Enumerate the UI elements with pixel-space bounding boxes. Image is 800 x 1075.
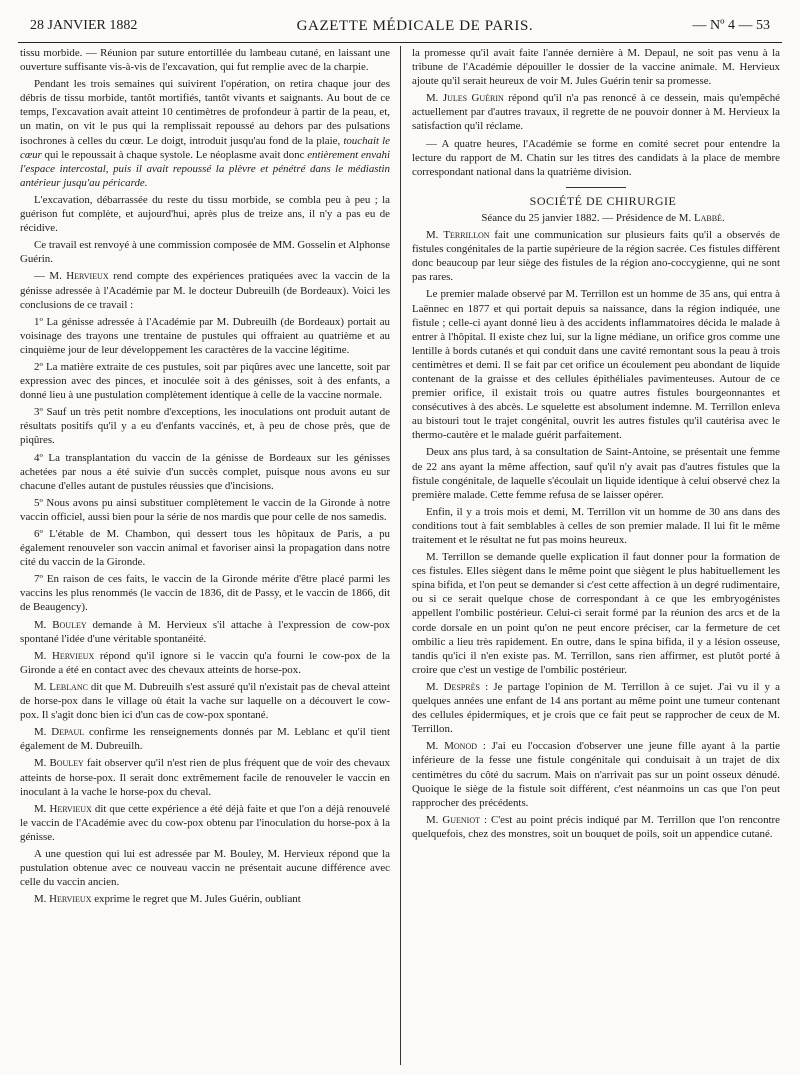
paragraph: la promesse qu'il avait faite l'année dernière à M. Depaul, ne soit pas venu à la tribune de l'Académie dépouiller le dossier de la vaccine animale. M. Hervieux ajoute qu'il serait heureux de voir M. Jules Guérin tenir sa promesse. <box>412 47 780 88</box>
paragraph: L'excavation, débarrassée du reste du tissu morbide, se combla peu à peu ; la guérison fut complète, et aujourd'hui, après plus de treize ans, il n'y a pas eu de récidive. <box>20 193 390 235</box>
discussion-paragraph: M. Leblanc dit que M. Dubreuilh s'est assuré qu'il n'existait pas de cheval atteint de horse-pox dans le village où était la vache sur laquelle on a découvert le cow-pox. Il s'agit donc bien ici d'un cas de cow-pox spontané. <box>20 680 390 722</box>
paragraph: tissu morbide. — Réunion par suture entortillée du lambeau cutané, en laissant une ouverture suffisante vis-à-vis de l'excavation, qui fut remplie avec de la charpie. <box>20 47 390 74</box>
conclusion-item: 6º L'étable de M. Chambon, qui dessert tous les hôpitaux de Paris, a pu également renouveler son vaccin animal et favoriser ainsi la propagation dans notre cité du vaccin de la Gironde. <box>20 528 390 569</box>
journal-title: GAZETTE MÉDICALE DE PARIS. <box>296 17 534 34</box>
discussion-paragraph: A une question qui lui est adressée par M. Bouley, M. Hervieux répond que la pustulation obtenue avec ce nouveau vaccin ne présentait aucune différence avec celle du vaccin ancien. <box>20 847 390 889</box>
paragraph: — A quatre heures, l'Académie se forme en comité secret pour entendre la lecture du rapport de M. Chatin sur les titres des candidats à la place de membre correspondant national dans la quatrième division. <box>412 137 780 178</box>
paragraph: Deux ans plus tard, à sa consultation de Saint-Antoine, se présentait une femme de 22 ans ayant la même affection, sauf qu'il n'y avait pas d'autres fistules que la fistule congénitale, de laquelle s'écoulait un liquide identique à celui observé chez la première malade. Cette femme refusa de se laisser opérer. <box>412 446 780 501</box>
paragraph: M. Jules Guérin répond qu'il n'a pas renoncé à ce dessein, mais qu'empêché actuellement par d'autres travaux, il regrette de ne pouvoir donner à M. Hervieux la satisfaction qu'il réclame. <box>412 92 780 133</box>
section-rule <box>566 187 626 188</box>
conclusion-item: 7º En raison de ces faits, le vaccin de la Gironde mérite d'être placé parmi les vaccins les plus renommés (le vaccin de 1836, dit de Passy, et le vaccin de 1866, dit de Beaugency). <box>20 573 390 614</box>
left-column <box>20 46 390 1061</box>
discussion-paragraph: M. Depaul confirme les renseignements donnés par M. Leblanc et qu'il tient également de M. Dubreuilh. <box>20 726 390 753</box>
paragraph: M. Desprès : Je partage l'opinion de M. Terrillon à ce sujet. J'ai vu il y a quelques années une enfant de 14 ans portant au même point une tumeur contenant des cellules épidermiques, et je crois que ce fait peut se rapprocher de ceux de M. Terrillon. <box>412 680 780 736</box>
paragraph: M. Gueniot : C'est au point précis indiqué par M. Terrillon que l'on rencontre quelquefois, chez des monstres, soit un bouquet de poils, soit un appendice cutané. <box>412 813 780 840</box>
discussion-paragraph: M. Bouley fait observer qu'il n'est rien de plus fréquent que de voir des chevaux atteints de horse-pox. Il serait donc extrêmement facile de renouveler le vaccin en inoculant à la vache le horse-pox du cheval. <box>20 757 390 798</box>
running-head <box>30 14 770 38</box>
section-title: SOCIÉTÉ DE CHIRURGIE <box>529 193 677 208</box>
conclusion-item: 3º Sauf un très petit nombre d'exceptions, les inoculations ont produit autant de résultats positifs qu'il y a eu d'enfants vaccinés, et, à peu de chose près, que de piqûres. <box>20 406 390 447</box>
conclusion-item: 1º La génisse adressée à l'Académie par M. Dubreuilh (de Bordeaux) portait au voisinage des trayons une trentaine de pustules qui offraient au quatrième et au cinquième jour de leur développement les caractères de la vaccine légitime. <box>20 315 390 356</box>
conclusion-item: 2º La matière extraite de ces pustules, soit par piqûres avec une lancette, soit par expression avec des pinces, et inoculée soit à des génisses, soit à des enfants, a donné lieu à une pustulation complètement identique à celle de la vaccine normale. <box>20 360 390 402</box>
column-divider <box>400 46 401 1065</box>
issue-date: 28 JANVIER 1882 <box>30 18 138 33</box>
right-column <box>412 46 780 1061</box>
section-subtitle: Séance du 25 janvier 1882. — Présidence de M. Labbé. <box>481 211 725 224</box>
conclusion-item: 5º Nous avons pu ainsi substituer complètement le vaccin de la Gironde à notre vaccin officiel, aussi bien pour la série de nos mardis que pour celle de nos samedis. <box>20 496 390 523</box>
paragraph: Ce travail est renvoyé à une commission composée de MM. Gosselin et Alphonse Guérin. <box>20 239 390 266</box>
paragraph: Pendant les trois semaines qui suivirent l'opération, on retira chaque jour des débris de tissu morbide, tantôt mortifiés, tantôt vivants et saignants. Au bout de ce temps, l'excavation avait atteint 10 centimètres de profondeur à partir de la peau, et, un matin, on vit le pus qui la remplissait repoussé au dehors par des pulsations isochrones à celles du cœur. Le doigt, introduit jusqu'au fond de la plaie, touchait le cœur qui le repoussait à chaque systole. Le néoplasme avait donc entièrement envahi l'espace intercostal, puis il avait repoussé la plèvre et pénétré dans le médiastin antérieur jusqu'au péricarde. <box>20 78 390 189</box>
discussion-paragraph: M. Bouley demande à M. Hervieux s'il attache à l'expression de cow-pox spontané l'idée d'une véritable spontanéité. <box>20 618 390 645</box>
discussion-paragraph: M. Hervieux dit que cette expérience a été déjà faite et que l'on a déjà renouvelé le vaccin de l'Académie avec du cow-pox obtenu par l'inoculation du horse-pox à la génisse. <box>20 802 390 843</box>
discussion-paragraph: M. Hervieux répond qu'il ignore si le vaccin qu'a fourni le cow-pox de la Gironde a été en contact avec des chevaux atteints de horse-pox. <box>20 649 390 676</box>
paragraph: — M. Hervieux rend compte des expériences pratiquées avec la vaccin de la génisse adressée à l'Académie par M. le docteur Dubreuilh (de Bordeaux). Voici les conclusions de ce travail : <box>20 270 390 311</box>
page-number: — Nº 4 — 53 <box>692 18 770 33</box>
paragraph: M. Terrillon se demande quelle explication il faut donner pour la formation de ces fistules. Elles siègent dans le même point que siègent le plus habituellement les spina bifida, et l'on peut se demander si c'est cette affection à un degré rudimentaire, ou si ce serait quelque chose de correspondant à ce que les embryogénistes appellent l'ombilic postérieur. Celui-ci serait formé par la réunion des arcs et de la corde dorsale en un point qu'on ne peut encore préciser, car la fermeture de cet ombilic a lieu très rapidement. En outre, dans le spina bifida, il y a lésion osseuse, tandis qu'ici il n'en existe pas. M. Terrillon, sans rien affirmer, est plutôt porté à croire que c'est un vestige de l'ombilic postérieur. <box>412 551 780 676</box>
conclusion-item: 4º La transplantation du vaccin de la génisse de Bordeaux sur les génisses achetées par nous a été suivie d'un succès complet, puisque nous avons eu sur chacune d'elles autant de pustules réussies que d'incisions. <box>20 451 390 492</box>
discussion-paragraph: M. Hervieux exprime le regret que M. Jules Guérin, oubliant <box>34 893 301 906</box>
header-rule <box>18 42 782 43</box>
paragraph: Enfin, il y a trois mois et demi, M. Terrillon vit un homme de 30 ans dans des conditions tout à fait semblables à celles de son premier malade. Il lui fit le même traitement et le résultat ne fut pas moins heureux. <box>412 505 780 546</box>
paragraph: Le premier malade observé par M. Terrillon est un homme de 35 ans, qui entra à Laënnec en 1877 et qui portait depuis sa naissance, dans la région indiquée, une fistule ; celle-ci ayant donné lieu à des accidents inflammatoires décida le malade à entrer à l'hôpital. Il existe chez lui, sur la ligne médiane, un orifice gros comme une lentille à bords cutanés et qui conduit dans une cavité remontant sous la peau à trois centimètres et demi. Il se fait par cet orifice un écoulement peu abondant de liquide contenant de la graisse et des cellules épithéliales pavimenteuses. Autour de ce premier orifice, il existait trois ou quatre autres fistules bourgeonnantes et consécutives à des abcès. Le squelette est absolument indemne. M. Terrillon enleva au bistouri tout le trajet congénital, ouvrit les autres fistules qu'il cautérisa avec le thermo-cautère et le malade guérit parfaitement. <box>412 288 780 442</box>
paragraph: M. Terrillon fait une communication sur plusieurs faits qu'il a observés de fistules congénitales de la partie supérieure de la région sacrée. Ces fistules diffèrent donc beaucoup par leur siège des fistules de la région ano-coccygienne, qui ne sont pas rares. <box>412 229 780 284</box>
paragraph: M. Monod : J'ai eu l'occasion d'observer une jeune fille ayant à la partie inférieure de la fesse une fistule congénitale qui conduisait à un trajet de dix centimètres du côté du sacrum. Mais on n'arrivait pas sur un point osseux dénudé. Quoique le siège de la fistule soit différent, c'est néanmoins un cas que l'on peut rapprocher des précédents. <box>412 740 780 809</box>
